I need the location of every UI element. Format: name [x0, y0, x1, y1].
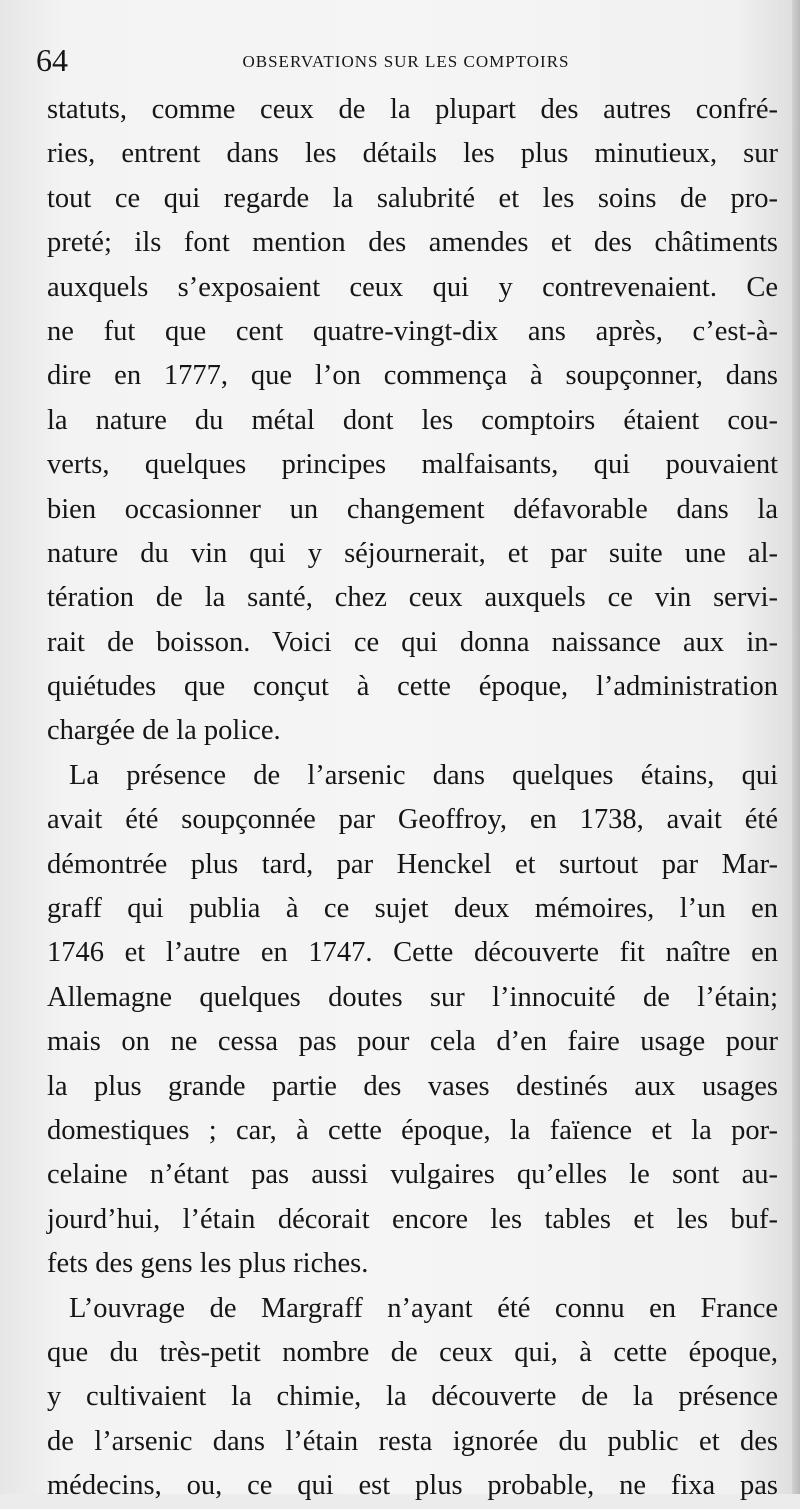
text-line: avait été soupçonnée par Geoffroy, en 1738, avait été [47, 804, 778, 836]
text-line: statuts, comme ceux de la plupart des autres confré- [47, 94, 778, 125]
text-line: médecins, ou, ce qui est plus probable, ne fixa pas [47, 1470, 778, 1502]
page-header [36, 40, 776, 80]
text-line: la plus grande partie des vases destinés aux usages [47, 1070, 778, 1102]
text-line: verts, quelques principes malfaisants, qui pouvaient [47, 449, 778, 481]
text-line: de l’arsenic dans l’étain resta ignorée du public et des [47, 1425, 778, 1457]
text-line: bien occasionner un changement défavorable dans la [47, 493, 778, 525]
text-line: tération de la santé, chez ceux auxquels ce vin servi- [47, 582, 778, 614]
text-line: tout ce qui regarde la salubrité et les soins de pro- [47, 182, 778, 214]
body-text [47, 88, 778, 1509]
paragraph-start-line: La présence de l’arsenic dans quelques étains, qui [69, 759, 778, 791]
text-line: Allemagne quelques doutes sur l’innocuité de l’étain; [47, 981, 778, 1013]
text-line: la nature du métal dont les comptoirs étaient cou- [47, 404, 778, 436]
text-line: domestiques ; car, à cette époque, la faïence et la por- [47, 1114, 778, 1146]
text-line: graff qui publia à ce sujet deux mémoires, l’un en [47, 893, 778, 925]
text-line: rait de boisson. Voici ce qui donna naissance aux in- [47, 626, 778, 658]
page-edge-shadow [792, 0, 800, 1494]
text-line: celaine n’étant pas aussi vulgaires qu’elles le sont au- [47, 1159, 778, 1191]
running-title: OBSERVATIONS SUR LES COMPTOIRS [242, 52, 570, 71]
text-line: ries, entrent dans les détails les plus minutieux, sur [47, 138, 778, 170]
text-line: preté; ils font mention des amendes et des châtiments [47, 227, 778, 259]
text-line: auxquels s’exposaient ceux qui y contrevenaient. Ce [47, 271, 778, 303]
text-line: mais on ne cessa pas pour cela d’en faire usage pour [47, 1026, 778, 1058]
text-line: démontrée plus tard, par Henckel et surtout par Mar- [47, 848, 778, 880]
paragraph-end-line: fets des gens les plus riches. [47, 1248, 369, 1280]
text-line: nature du vin qui y séjournerait, et par suite une al- [47, 537, 778, 569]
text-line: 1746 et l’autre en 1747. Cette découverte fit naître en [47, 937, 778, 969]
text-line: dire en 1777, que l’on commença à soupçonner, dans [47, 360, 778, 392]
text-line: ne fut que cent quatre-vingt-dix ans après, c’est-à- [47, 315, 778, 347]
paragraph-end-line: chargée de la police. [47, 715, 281, 747]
text-line: quiétudes que conçut à cette époque, l’administration [47, 671, 778, 703]
page-number: 64 [36, 42, 68, 78]
text-line: y cultivaient la chimie, la découverte de la présence [47, 1381, 778, 1413]
paragraph-start-line: L’ouvrage de Margraff n’ayant été connu en France [69, 1292, 778, 1324]
text-line: jourd’hui, l’étain décorait encore les tables et les buf- [47, 1203, 778, 1235]
text-line: que du très-petit nombre de ceux qui, à cette époque, [47, 1336, 778, 1368]
